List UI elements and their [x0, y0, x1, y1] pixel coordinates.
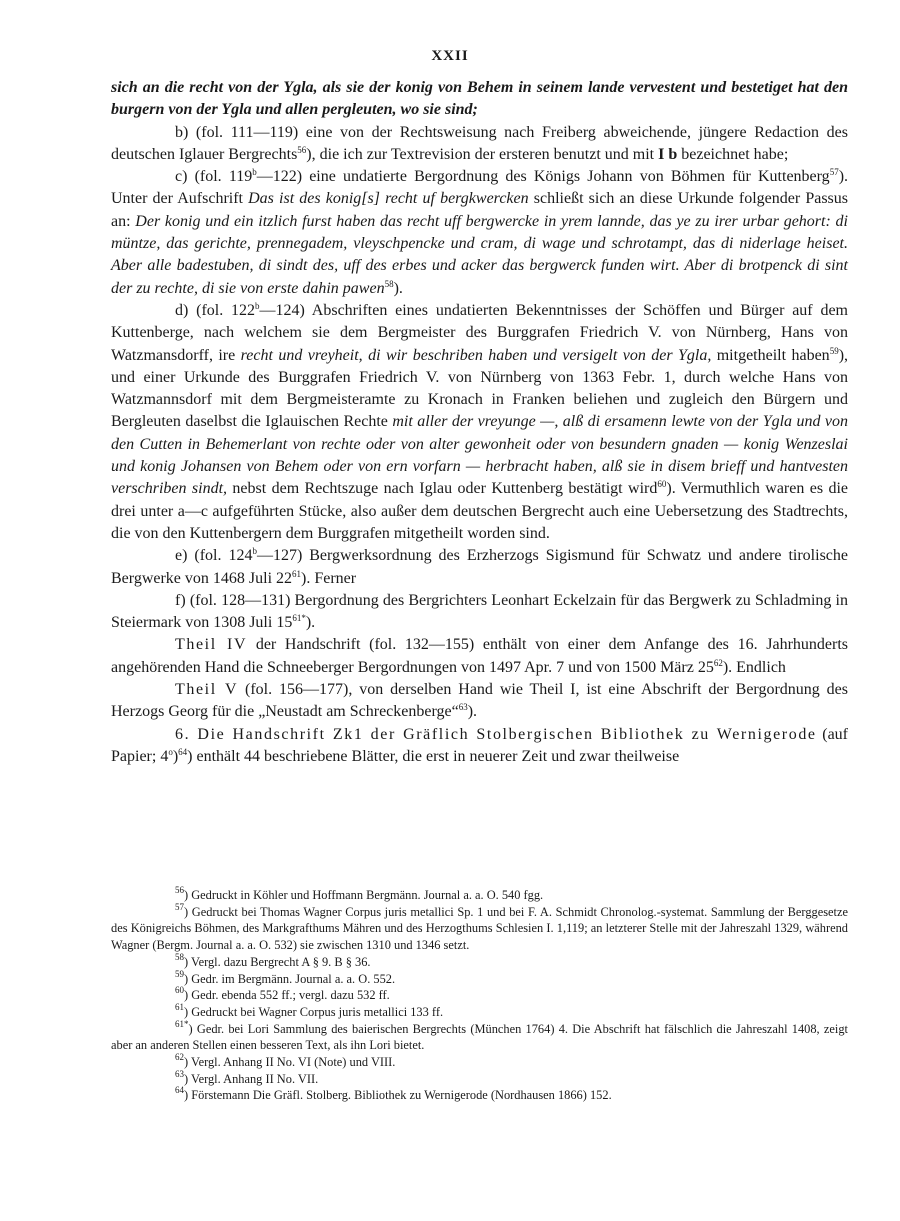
- text-run: bezeichnet habe;: [677, 145, 789, 163]
- footnote-ref: 61: [292, 568, 302, 579]
- text-run: —127) Bergwerksordnung des Erzherzogs Sigismund für Schwatz und andere tirolische Bergwerke von 1468 Juli 22: [111, 547, 849, 587]
- text-run: ).: [467, 703, 478, 721]
- footnote-mark-paren: ): [184, 1055, 191, 1070]
- footnote-mark-paren: ): [184, 1071, 191, 1086]
- footnote-ref: 62: [713, 657, 723, 668]
- text-run: f) (fol. 128—131) Bergordnung des Bergrichters Leonhart Eckelzain für das Bergwerk zu Schladming in Steiermark von 1308 Juli 15: [111, 591, 848, 632]
- page-number: XXII: [431, 48, 469, 64]
- text-run: ).: [305, 614, 316, 632]
- footnote-mark: 61: [175, 1001, 184, 1012]
- footnote-ref: 64: [178, 746, 188, 757]
- text-run: schließt sich an diese Urkunde folgender Passus an:: [111, 190, 849, 230]
- footnote: [111, 1054, 848, 1071]
- text-run: Theil IV: [175, 636, 248, 654]
- footnote: [111, 1068, 848, 1088]
- footnote-mark-paren: ): [184, 988, 192, 1003]
- text-run: recht und vreyheit, di wir beschriben haben und versigelt von der Ygla,: [240, 346, 712, 364]
- footnote-text: Vergl. Anhang II No. VI (Note) und VIII.: [191, 1055, 396, 1070]
- footnote-ref: 56: [297, 144, 307, 155]
- footnote: [111, 901, 848, 954]
- text-run: d) (fol. 122: [175, 301, 256, 319]
- text-run: 6. Die Handschrift Zk1 der Gräflich Stolbergischen Bibliothek zu Wernigerode: [175, 725, 817, 743]
- footnote-mark: 60: [175, 985, 184, 996]
- footnote-text: Gedr. bei Lori Sammlung des baierischen Bergrechts (München 1764) 4. Die Abschrift hat fälschlich die Jahreszahl 1408, zeigt aber an anderen Stellen einen besseren Text, als ihn Lori bietet.: [111, 1021, 848, 1053]
- paragraph: [111, 166, 848, 300]
- footnote-ref: b: [252, 546, 257, 557]
- text-run: nebst dem Rechtszuge nach Iglau oder Kuttenberg bestätigt wird: [227, 480, 658, 498]
- footnote-text: Vergl. Anhang II No. VII.: [191, 1071, 319, 1086]
- text-run: ).: [393, 279, 403, 297]
- footnote-mark-paren: ): [184, 954, 191, 969]
- text-run: b) (fol. 111—119) eine von der Rechtsweisung nach Freiberg abweichende, jüngere Redaction des deutschen Iglauer Bergrechts: [111, 123, 848, 163]
- footnote-ref: 61*: [292, 613, 306, 624]
- footnote-ref: 60: [657, 479, 667, 490]
- footnote-mark: 59: [175, 968, 184, 979]
- text-run: Theil V: [175, 681, 239, 699]
- footnote-mark-paren: ): [184, 971, 192, 986]
- text-run: Der konig und ein itzlich furst haben das recht uff bergwercke in yrem lannde, das ye zu irer urbar gehort: di müntze, das gerichte, prennegadem, vleyschpencke und cram, di wage und schrotampt, das di niderlage heiset. Aber alle badestuben, di sindt des, uff des erbes und acker das bergwerck funden wirt. Aber di brotpenck di sint der zu rechte, di sie von erste dahin pawen: [111, 212, 848, 297]
- main-text: [111, 77, 848, 768]
- footnote: [111, 1087, 848, 1104]
- footnote-mark: 61*: [175, 1018, 189, 1029]
- footnote-text: Förstemann Die Gräfl. Stolberg. Bibliothek zu Wernigerode (Nordhausen 1866) 152.: [191, 1088, 612, 1103]
- paragraph: [111, 590, 848, 635]
- footnote-mark: 56: [175, 885, 184, 895]
- text-run: ). Endlich: [722, 658, 786, 676]
- footnote-text: Gedr. im Bergmänn. Journal a. a. O. 552.: [191, 971, 396, 986]
- footnote-ref: b: [252, 167, 257, 178]
- footnote-ref: 58: [384, 278, 394, 289]
- text-run: —124) Abschriften eines undatierten Bekenntnisses der Schöffen und Bürger auf dem Kuttenberge, nach welchem sie dem Bergmeister des Burggrafen Friedrich V. von Nürnberg, Hans von Watzmansdorff, ire: [111, 301, 848, 364]
- text-run: der Handschrift (fol. 132—155) enthält von einer dem Anfange des 16. Jahrhunderts angehörenden Hand die Schneeberger Bergordnungen von 1497 Apr. 7 und von 1500 März 25: [111, 636, 849, 676]
- footnote-mark-paren: ): [184, 1088, 192, 1103]
- footnote: [111, 968, 848, 988]
- footnote-ref: b: [255, 300, 260, 311]
- text-run: (auf Papier; 4: [111, 725, 848, 765]
- paragraph: [111, 679, 848, 724]
- text-run: e) (fol. 124: [175, 547, 253, 565]
- footnote-text: Vergl. dazu Bergrecht A § 9. B § 36.: [191, 954, 371, 969]
- footnotes: [111, 887, 848, 1104]
- footnote-ref: 63: [458, 702, 468, 713]
- paragraph: [111, 724, 848, 769]
- paragraph: [111, 300, 848, 545]
- footnote-ref: o: [168, 746, 173, 757]
- footnote-text: Gedruckt bei Thomas Wagner Corpus juris metallici Sp. 1 und bei F. A. Schmidt Chronolog.-systemat. Sammlung der Berggesetze des Königreichs Böhmen, des Markgrafthums Mähren und des Herzogthums Schlesien I. 1,119; an letzterer Stelle mit der Jahreszahl 1329, während Wagner (Bergm. Journal a. a. O. 532) sie zwischen 1310 und 1346 setzt.: [111, 904, 848, 953]
- paragraph: [111, 545, 848, 590]
- footnote-text: Gedruckt bei Wagner Corpus juris metallici 133 ff.: [191, 1004, 444, 1019]
- text-run: —122) eine undatierte Bergordnung des Königs Johann von Böhmen für Kuttenberg: [256, 168, 830, 186]
- paragraph: [111, 122, 848, 167]
- text-run: I b: [658, 145, 678, 163]
- paragraph: [111, 634, 848, 679]
- text-run: ): [172, 747, 179, 765]
- footnote-mark-paren: ): [184, 904, 192, 919]
- text-run: mitgetheilt haben: [711, 346, 830, 364]
- text-run: ), und einer Urkunde des Burggrafen Friedrich V. von Nürnberg von 1363 Febr. 1, durch welche Hans von Watzmannsdorf mit dem Bergmeisteramte zu Kronach in Franken beliehen und zugleich den Bürgern und Bergleuten daselbst die Iglauischen Rechte: [111, 346, 849, 431]
- footnote-mark: 58: [175, 951, 184, 962]
- footnote-mark: 63: [175, 1068, 184, 1079]
- text-run: sich an die recht von der Ygla, als sie der konig von Behem in seinem lande vervestent und bestetiget hat den burgern von der Ygla und allen pergleuten, wo sie sind;: [111, 79, 848, 119]
- text-run: ). Ferner: [301, 569, 357, 587]
- footnote-text: Gedr. ebenda 552 ff.; vergl. dazu 532 ff.: [191, 988, 390, 1003]
- text-run: c) (fol. 119: [175, 168, 253, 186]
- footnote: [111, 987, 848, 1004]
- text-run: ). Vermuthlich waren es die drei unter a—c aufgeführten Stücke, also außer dem deutschen Bergrecht auch eine Uebersetzung des Stadtrechts, die von den Kuttenbergern dem Burggrafen mitgetheilt worden sind.: [111, 480, 849, 542]
- footnote-mark: 62: [175, 1052, 184, 1063]
- footnote: [111, 951, 848, 971]
- text-run: Das ist des konig[s] recht uf bergkwercken: [248, 190, 529, 208]
- text-run: ) enthält 44 beschriebene Blätter, die erst in neuerer Zeit und zwar theilweise: [187, 747, 680, 765]
- footnote: [111, 1018, 848, 1054]
- footnote: [111, 887, 848, 904]
- text-run: (fol. 156—177), von derselben Hand wie Theil I, ist eine Abschrift der Bergordnung des Herzogs Georg für die „Neustadt am Schreckenberge“: [111, 681, 848, 721]
- footnote-mark-paren: ): [184, 1004, 192, 1019]
- footnote-ref: 57: [829, 167, 839, 178]
- footnote-mark-paren: ): [188, 1021, 197, 1036]
- footnote-mark-paren: ): [184, 888, 192, 902]
- footnote-text: Gedruckt in Köhler und Hoffmann Bergmänn. Journal a. a. O. 540 fgg.: [191, 888, 544, 902]
- paragraph: [111, 77, 848, 122]
- footnote-mark: 57: [175, 901, 184, 912]
- text-run: ). Unter der Aufschrift: [111, 168, 849, 208]
- footnote-mark: 64: [175, 1085, 184, 1096]
- text-run: mit aller der vreyunge —, alß di ersamenn lewte von der Ygla und von den Cutten in Behemerlant von rechte oder von alter gewonheit oder von besundern gnaden — konig Wenzeslai und konig Johansen von Behem oder von ern vorfarn — herbracht haben, alß sie in disem brieff und hantvesten verschriben sindt,: [111, 413, 849, 498]
- text-run: ), die ich zur Textrevision der ersteren benutzt und mit: [306, 145, 659, 163]
- footnote: [111, 1001, 848, 1021]
- footnote-ref: 59: [829, 345, 839, 356]
